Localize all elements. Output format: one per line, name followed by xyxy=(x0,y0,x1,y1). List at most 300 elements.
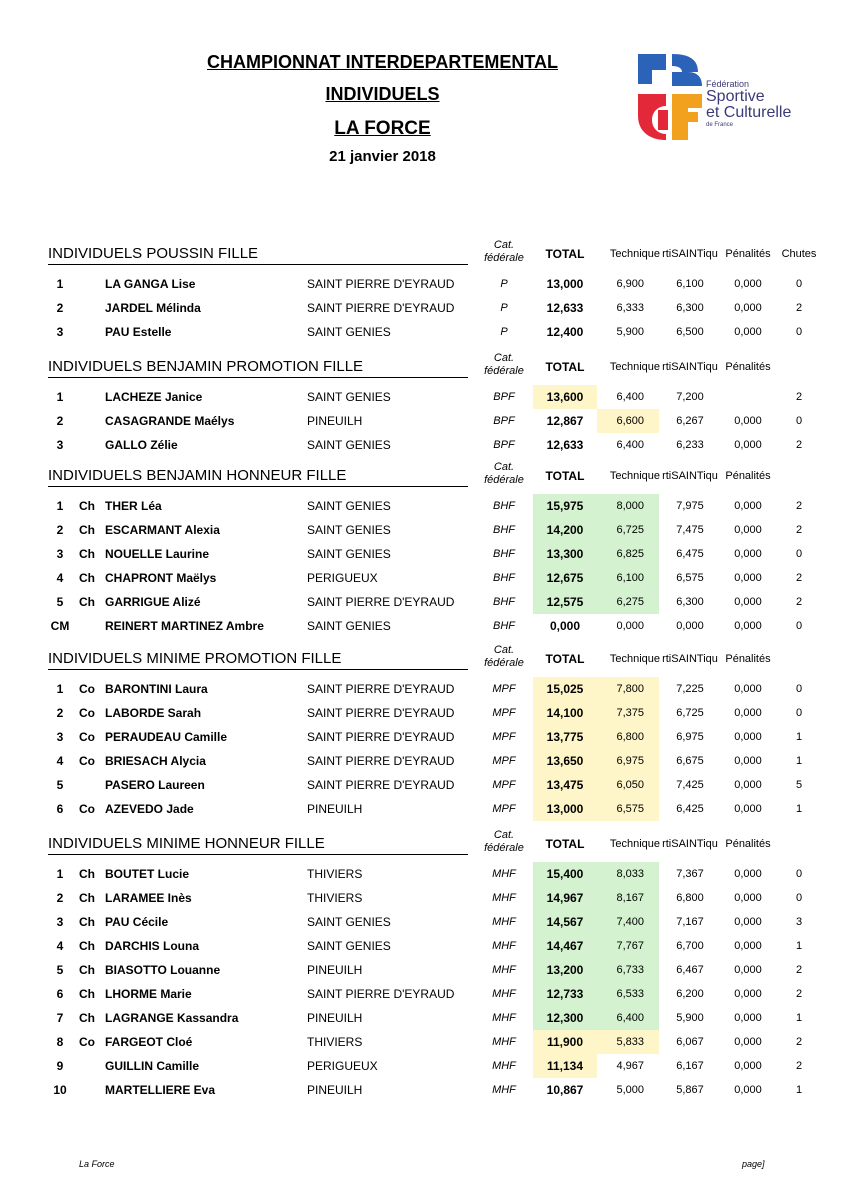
title-line-2: INDIVIDUELS xyxy=(325,84,440,104)
cell-name: DARCHIS Louna xyxy=(105,939,199,953)
cell-chutes: 0 xyxy=(795,415,803,427)
cell-total: 12,300 xyxy=(533,1006,597,1030)
cell-penalites: 0,000 xyxy=(734,1084,762,1096)
cell-category: MHF xyxy=(492,1036,516,1048)
cell-name: CASAGRANDE Maélys xyxy=(105,414,235,428)
title-line-3: LA FORCE xyxy=(334,118,431,139)
header-category: Cat. fédérale xyxy=(484,239,524,264)
table-row xyxy=(0,886,848,910)
cell-technique: 6,575 xyxy=(597,797,659,821)
table-row xyxy=(0,749,848,773)
cell-club: SAINT PIERRE D'EYRAUD xyxy=(307,682,455,696)
cell-name: JARDEL Mélinda xyxy=(105,301,201,315)
cell-technique: 7,767 xyxy=(597,934,659,958)
cell-rank: 5 xyxy=(56,963,64,977)
header-penalites: Pénalités xyxy=(725,248,771,260)
cell-club: SAINT GENIES xyxy=(307,390,391,404)
cell-technique: 5,900 xyxy=(616,326,644,338)
cell-club: THIVIERS xyxy=(307,867,363,881)
cell-technique: 4,967 xyxy=(616,1060,644,1072)
table-row xyxy=(0,614,848,638)
cell-level xyxy=(79,409,103,433)
cell-level xyxy=(79,1054,103,1078)
table-row xyxy=(0,566,848,590)
cell-artistique: 6,700 xyxy=(676,940,704,952)
section-title: INDIVIDUELS BENJAMIN PROMOTION FILLE xyxy=(48,358,364,375)
table-row xyxy=(0,433,848,457)
cell-chutes: 2 xyxy=(795,1060,803,1072)
cell-rank: 2 xyxy=(56,706,64,720)
cell-penalites: 0,000 xyxy=(734,683,762,695)
cell-penalites: 0,000 xyxy=(734,755,762,767)
table-row xyxy=(0,385,848,409)
cell-chutes: 1 xyxy=(795,731,803,743)
cell-chutes: 0 xyxy=(795,683,803,695)
cell-club: PINEUILH xyxy=(307,1011,363,1025)
cell-rank: 2 xyxy=(56,301,64,315)
cell-club: SAINT GENIES xyxy=(307,939,391,953)
cell-category: BHF xyxy=(493,596,515,608)
cell-rank: 8 xyxy=(56,1035,64,1049)
table-row xyxy=(0,701,848,725)
cell-artistique: 6,975 xyxy=(676,731,704,743)
cell-name: PASERO Laureen xyxy=(105,778,205,792)
cell-rank: 4 xyxy=(56,939,64,953)
table-row xyxy=(0,1030,848,1054)
cell-chutes: 0 xyxy=(795,868,803,880)
cell-technique: 6,400 xyxy=(597,1006,659,1030)
cell-technique: 5,833 xyxy=(597,1030,659,1054)
header-technique: Technique xyxy=(609,361,660,373)
table-row xyxy=(0,862,848,886)
cell-rank: 2 xyxy=(56,891,64,905)
footer-page: page] xyxy=(742,1159,765,1169)
cell-club: PINEUILH xyxy=(307,1083,363,1097)
cell-artistique: 7,200 xyxy=(676,391,704,403)
cell-total: 12,633 xyxy=(546,301,584,315)
section-header xyxy=(0,236,848,272)
cell-category: P xyxy=(500,278,508,290)
section-title: INDIVIDUELS POUSSIN FILLE xyxy=(48,245,259,262)
cell-total: 11,900 xyxy=(533,1030,597,1054)
cell-penalites: 0,000 xyxy=(734,596,762,608)
cell-technique: 6,333 xyxy=(616,302,644,314)
cell-technique: 6,400 xyxy=(616,391,644,403)
cell-category: BPF xyxy=(493,439,515,451)
cell-category: BPF xyxy=(493,391,515,403)
cell-rank: 1 xyxy=(56,867,64,881)
cell-technique: 0,000 xyxy=(616,620,644,632)
header-artistique: rtiSAINTiqu xyxy=(662,361,718,373)
cell-total: 14,567 xyxy=(533,910,597,934)
header-technique: Technique xyxy=(609,653,660,665)
cell-level: Ch xyxy=(79,571,95,585)
cell-penalites: 0,000 xyxy=(734,916,762,928)
header-technique: Technique xyxy=(609,248,660,260)
cell-category: MPF xyxy=(492,683,516,695)
header-chutes: Chutes xyxy=(781,248,817,260)
table-row xyxy=(0,1006,848,1030)
cell-club: SAINT GENIES xyxy=(307,915,391,929)
cell-chutes: 1 xyxy=(795,1012,803,1024)
cell-club: SAINT PIERRE D'EYRAUD xyxy=(307,277,455,291)
table-row xyxy=(0,1078,848,1102)
cell-level: Ch xyxy=(79,963,95,977)
cell-level xyxy=(79,320,103,344)
cell-rank: 10 xyxy=(53,1083,67,1097)
cell-club: SAINT PIERRE D'EYRAUD xyxy=(307,754,455,768)
cell-rank: 7 xyxy=(56,1011,64,1025)
cell-penalites: 0,000 xyxy=(734,278,762,290)
section-header xyxy=(0,349,848,385)
cell-rank: 9 xyxy=(56,1059,64,1073)
table-row xyxy=(0,677,848,701)
cell-technique: 7,800 xyxy=(597,677,659,701)
cell-level: Ch xyxy=(79,891,95,905)
cell-level: Co xyxy=(79,754,95,768)
cell-artistique: 6,233 xyxy=(676,439,704,451)
cell-chutes: 0 xyxy=(795,548,803,560)
cell-level xyxy=(79,433,103,457)
cell-name: NOUELLE Laurine xyxy=(105,547,210,561)
cell-technique: 6,733 xyxy=(597,958,659,982)
cell-total: 13,300 xyxy=(533,542,597,566)
logo-line-2: Sportive xyxy=(706,88,765,105)
cell-rank: CM xyxy=(50,619,70,633)
cell-name: PERAUDEAU Camille xyxy=(105,730,228,744)
cell-artistique: 5,867 xyxy=(676,1084,704,1096)
cell-chutes: 2 xyxy=(795,596,803,608)
header-category: Cat. fédérale xyxy=(484,352,524,377)
cell-category: P xyxy=(500,326,508,338)
cell-level: Ch xyxy=(79,595,95,609)
cell-level: Ch xyxy=(79,523,95,537)
cell-technique: 5,000 xyxy=(616,1084,644,1096)
cell-chutes: 1 xyxy=(795,940,803,952)
cell-total: 15,025 xyxy=(533,677,597,701)
cell-artistique: 6,100 xyxy=(676,278,704,290)
cell-chutes: 3 xyxy=(795,916,803,928)
cell-level: Co xyxy=(79,730,95,744)
section-title-underline xyxy=(48,264,468,265)
cell-penalites: 0,000 xyxy=(734,620,762,632)
cell-penalites: 0,000 xyxy=(734,439,762,451)
cell-name: PAU Cécile xyxy=(105,915,169,929)
cell-total: 13,475 xyxy=(533,773,597,797)
section-header xyxy=(0,458,848,494)
cell-rank: 2 xyxy=(56,523,64,537)
cell-technique: 6,100 xyxy=(597,566,659,590)
cell-total: 11,134 xyxy=(533,1054,597,1078)
header-artistique: rtiSAINTiqu xyxy=(662,838,718,850)
header-category: Cat. fédérale xyxy=(484,461,524,486)
cell-rank: 1 xyxy=(56,390,64,404)
cell-chutes: 2 xyxy=(795,964,803,976)
cell-technique: 6,825 xyxy=(597,542,659,566)
cell-name: LHORME Marie xyxy=(105,987,192,1001)
results-section xyxy=(0,236,848,344)
cell-artistique: 7,167 xyxy=(676,916,704,928)
cell-total: 13,600 xyxy=(533,385,597,409)
page-header xyxy=(0,0,848,200)
cell-artistique: 6,300 xyxy=(676,596,704,608)
section-title-underline xyxy=(48,669,468,670)
cell-rank: 3 xyxy=(56,915,64,929)
table-row xyxy=(0,494,848,518)
cell-penalites: 0,000 xyxy=(734,572,762,584)
cell-rank: 2 xyxy=(56,414,64,428)
footer-location: La Force xyxy=(79,1159,115,1169)
cell-level xyxy=(79,296,103,320)
cell-penalites: 0,000 xyxy=(734,415,762,427)
header-artistique: rtiSAINTiqu xyxy=(662,470,718,482)
cell-artistique: 6,675 xyxy=(676,755,704,767)
cell-level xyxy=(79,272,103,296)
table-row xyxy=(0,542,848,566)
cell-penalites: 0,000 xyxy=(734,988,762,1000)
cell-category: MHF xyxy=(492,1060,516,1072)
cell-name: BOUTET Lucie xyxy=(105,867,190,881)
cell-total: 15,975 xyxy=(533,494,597,518)
cell-chutes: 1 xyxy=(795,755,803,767)
header-category: Cat. fédérale xyxy=(484,829,524,854)
cell-rank: 4 xyxy=(56,754,64,768)
results-section xyxy=(0,826,848,1102)
cell-chutes: 2 xyxy=(795,988,803,1000)
table-row xyxy=(0,797,848,821)
logo-line-3: et Culturelle xyxy=(706,104,792,121)
cell-rank: 1 xyxy=(56,682,64,696)
event-date: 21 janvier 2018 xyxy=(329,148,436,165)
cell-level: Co xyxy=(79,706,95,720)
cell-category: BHF xyxy=(493,572,515,584)
cell-technique: 6,600 xyxy=(597,409,659,433)
cell-category: BHF xyxy=(493,620,515,632)
cell-club: PINEUILH xyxy=(307,963,363,977)
cell-club: SAINT PIERRE D'EYRAUD xyxy=(307,730,455,744)
header-total: TOTAL xyxy=(545,652,585,666)
table-row xyxy=(0,982,848,1006)
cell-total: 12,675 xyxy=(533,566,597,590)
results-section xyxy=(0,349,848,457)
cell-artistique: 7,475 xyxy=(676,524,704,536)
table-row xyxy=(0,320,848,344)
cell-rank: 5 xyxy=(56,595,64,609)
table-row xyxy=(0,409,848,433)
section-title-underline xyxy=(48,854,468,855)
cell-name: MARTELLIERE Eva xyxy=(105,1083,216,1097)
cell-chutes: 5 xyxy=(795,779,803,791)
cell-total: 14,467 xyxy=(533,934,597,958)
cell-club: SAINT GENIES xyxy=(307,547,391,561)
cell-penalites: 0,000 xyxy=(734,1060,762,1072)
cell-artistique: 6,467 xyxy=(676,964,704,976)
cell-penalites: 0,000 xyxy=(734,707,762,719)
cell-name: LAGRANGE Kassandra xyxy=(105,1011,239,1025)
cell-chutes: 2 xyxy=(795,572,803,584)
cell-club: PINEUILH xyxy=(307,802,363,816)
cell-technique: 8,000 xyxy=(597,494,659,518)
cell-artistique: 6,425 xyxy=(676,803,704,815)
cell-name: BARONTINI Laura xyxy=(105,682,208,696)
cell-club: PINEUILH xyxy=(307,414,363,428)
cell-club: SAINT GENIES xyxy=(307,438,391,452)
cell-level: Ch xyxy=(79,987,95,1001)
cell-category: MPF xyxy=(492,803,516,815)
cell-category: MHF xyxy=(492,1084,516,1096)
cell-rank: 3 xyxy=(56,547,64,561)
cell-penalites: 0,000 xyxy=(734,868,762,880)
cell-total: 13,000 xyxy=(546,277,584,291)
header-artistique: rtiSAINTiqu xyxy=(662,653,718,665)
cell-total: 15,400 xyxy=(533,862,597,886)
cell-club: PERIGUEUX xyxy=(307,571,378,585)
header-total: TOTAL xyxy=(545,837,585,851)
table-row xyxy=(0,272,848,296)
table-row xyxy=(0,518,848,542)
cell-rank: 1 xyxy=(56,499,64,513)
logo-line-1: Fédération xyxy=(706,79,750,89)
table-row xyxy=(0,590,848,614)
cell-name: GUILLIN Camille xyxy=(105,1059,200,1073)
table-row xyxy=(0,725,848,749)
cell-total: 13,775 xyxy=(533,725,597,749)
cell-category: P xyxy=(500,302,508,314)
cell-artistique: 6,475 xyxy=(676,548,704,560)
cell-technique: 7,400 xyxy=(597,910,659,934)
cell-rank: 3 xyxy=(56,325,64,339)
table-row xyxy=(0,958,848,982)
cell-penalites: 0,000 xyxy=(734,548,762,560)
cell-name: LA GANGA Lise xyxy=(105,277,196,291)
cell-rank: 5 xyxy=(56,778,64,792)
cell-total: 12,633 xyxy=(546,438,584,452)
cell-name: AZEVEDO Jade xyxy=(105,802,194,816)
cell-technique: 6,800 xyxy=(597,725,659,749)
cell-artistique: 7,367 xyxy=(676,868,704,880)
cell-technique: 6,975 xyxy=(597,749,659,773)
cell-name: THER Léa xyxy=(105,499,162,513)
table-row xyxy=(0,773,848,797)
cell-penalites: 0,000 xyxy=(734,302,762,314)
cell-club: SAINT PIERRE D'EYRAUD xyxy=(307,301,455,315)
cell-chutes: 0 xyxy=(795,326,803,338)
cell-penalites: 0,000 xyxy=(734,1036,762,1048)
header-penalites: Pénalités xyxy=(725,838,771,850)
cell-chutes: 0 xyxy=(795,707,803,719)
cell-technique: 6,400 xyxy=(616,439,644,451)
cell-club: SAINT GENIES xyxy=(307,325,391,339)
cell-club: SAINT PIERRE D'EYRAUD xyxy=(307,987,455,1001)
cell-artistique: 6,800 xyxy=(676,892,704,904)
header-total: TOTAL xyxy=(545,469,585,483)
cell-club: SAINT GENIES xyxy=(307,523,391,537)
cell-category: MHF xyxy=(492,940,516,952)
header-total: TOTAL xyxy=(545,360,585,374)
header-penalites: Pénalités xyxy=(725,361,771,373)
cell-penalites: 0,000 xyxy=(734,524,762,536)
cell-technique: 6,275 xyxy=(597,590,659,614)
cell-penalites xyxy=(720,385,776,409)
cell-category: MPF xyxy=(492,755,516,767)
cell-name: ESCARMANT Alexia xyxy=(105,523,220,537)
table-row xyxy=(0,296,848,320)
cell-chutes: 1 xyxy=(795,1084,803,1096)
title-line-1: CHAMPIONNAT INTERDEPARTEMENTAL xyxy=(207,52,558,72)
cell-chutes: 2 xyxy=(795,524,803,536)
cell-category: BHF xyxy=(493,524,515,536)
cell-category: MHF xyxy=(492,892,516,904)
cell-artistique: 6,300 xyxy=(676,302,704,314)
cell-chutes: 2 xyxy=(795,391,803,403)
cell-rank: 6 xyxy=(56,987,64,1001)
cell-total: 14,200 xyxy=(533,518,597,542)
cell-penalites: 0,000 xyxy=(734,892,762,904)
cell-penalites: 0,000 xyxy=(734,1012,762,1024)
cell-chutes: 0 xyxy=(795,892,803,904)
cell-category: MHF xyxy=(492,964,516,976)
cell-club: SAINT PIERRE D'EYRAUD xyxy=(307,778,455,792)
table-row xyxy=(0,934,848,958)
cell-artistique: 7,225 xyxy=(676,683,704,695)
cell-name: PAU Estelle xyxy=(105,325,172,339)
cell-club: SAINT PIERRE D'EYRAUD xyxy=(307,706,455,720)
cell-rank: 4 xyxy=(56,571,64,585)
cell-total: 12,733 xyxy=(533,982,597,1006)
cell-name: GARRIGUE Alizé xyxy=(105,595,201,609)
cell-category: MPF xyxy=(492,707,516,719)
cell-total: 13,000 xyxy=(533,797,597,821)
cell-name: BIASOTTO Louanne xyxy=(105,963,221,977)
cell-total: 12,400 xyxy=(546,325,584,339)
cell-chutes: 2 xyxy=(795,1036,803,1048)
results-section xyxy=(0,458,848,638)
cell-chutes: 2 xyxy=(795,500,803,512)
cell-name: GALLO Zélie xyxy=(105,438,178,452)
cell-name: LARAMEE Inès xyxy=(105,891,192,905)
section-title-underline xyxy=(48,486,468,487)
cell-total: 14,967 xyxy=(533,886,597,910)
cell-artistique: 6,725 xyxy=(676,707,704,719)
cell-penalites: 0,000 xyxy=(734,779,762,791)
cell-penalites: 0,000 xyxy=(734,500,762,512)
cell-category: BPF xyxy=(493,415,515,427)
cell-name: CHAPRONT Maëlys xyxy=(105,571,217,585)
cell-category: BHF xyxy=(493,500,515,512)
cell-rank: 3 xyxy=(56,730,64,744)
cell-rank: 1 xyxy=(56,277,64,291)
header-total: TOTAL xyxy=(545,247,585,261)
cell-technique: 6,725 xyxy=(597,518,659,542)
logo-line-4: de France xyxy=(706,122,734,128)
cell-total: 13,650 xyxy=(533,749,597,773)
cell-penalites: 0,000 xyxy=(734,326,762,338)
cell-artistique: 0,000 xyxy=(676,620,704,632)
cell-total: 13,200 xyxy=(533,958,597,982)
cell-name: FARGEOT Cloé xyxy=(105,1035,193,1049)
cell-artistique: 5,900 xyxy=(676,1012,704,1024)
cell-penalites: 0,000 xyxy=(734,731,762,743)
cell-penalites: 0,000 xyxy=(734,964,762,976)
cell-chutes: 1 xyxy=(795,803,803,815)
cell-chutes: 2 xyxy=(795,302,803,314)
cell-artistique: 6,267 xyxy=(676,415,704,427)
header-artistique: rtiSAINTiqu xyxy=(662,248,718,260)
cell-club: SAINT PIERRE D'EYRAUD xyxy=(307,595,455,609)
cell-artistique: 6,067 xyxy=(676,1036,704,1048)
cell-rank: 6 xyxy=(56,802,64,816)
section-title: INDIVIDUELS MINIME PROMOTION FILLE xyxy=(48,650,342,667)
